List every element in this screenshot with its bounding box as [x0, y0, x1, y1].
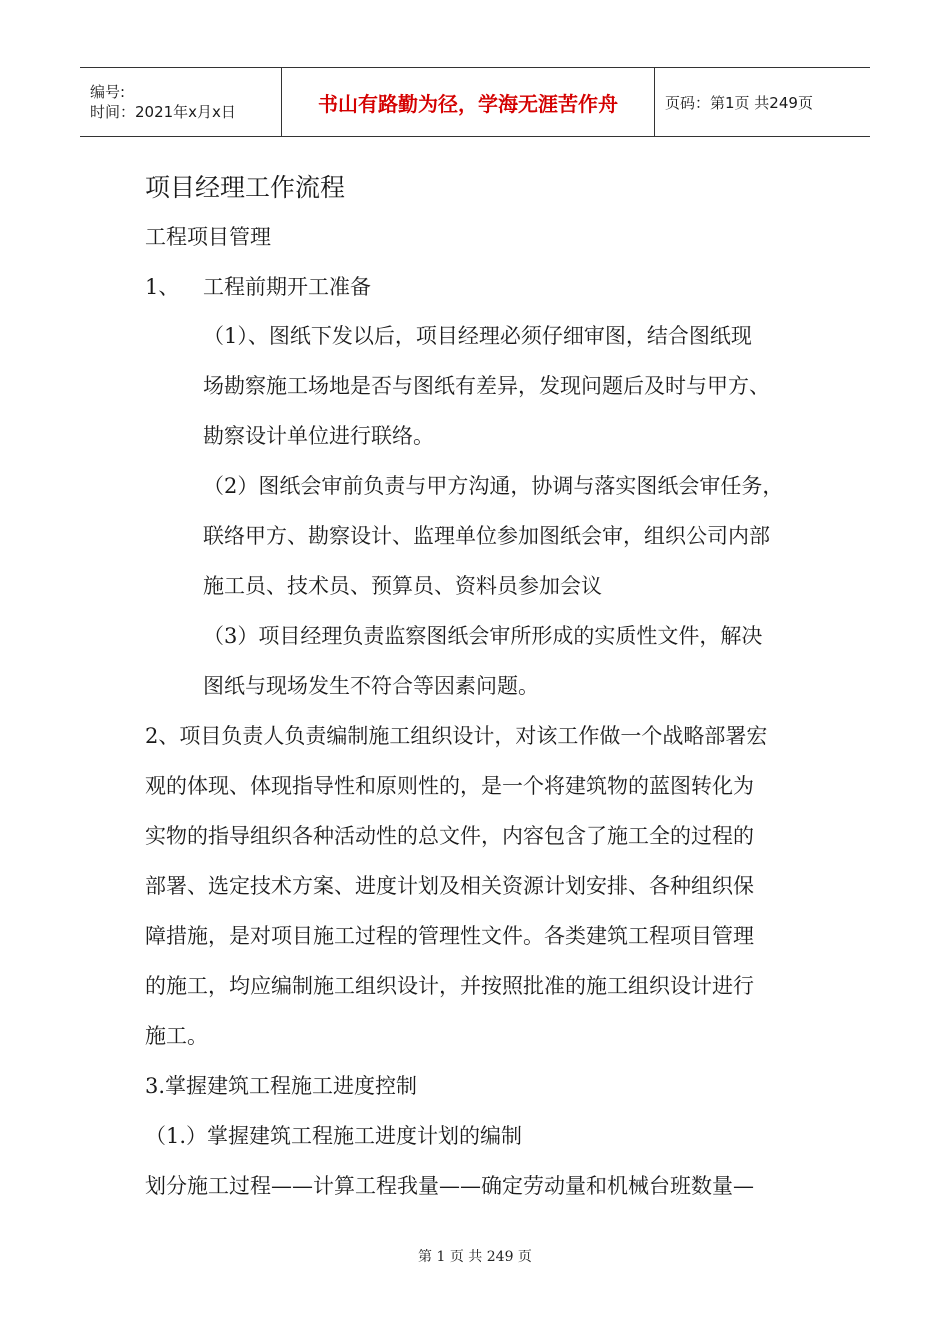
section-heading: 3.掌握建筑工程施工进度控制: [145, 1074, 418, 1098]
paragraph-line: 联络甲方、勘察设计、监理单位参加图纸会审，组织公司内部: [203, 524, 770, 548]
paragraph-line: 的施工，均应编制施工组织设计，并按照批准的施工组织设计进行: [145, 974, 754, 998]
subsection-heading: （1.）掌握建筑工程施工进度计划的编制: [145, 1124, 523, 1148]
paragraph-line: （1）、图纸下发以后，项目经理必须仔细审图，结合图纸现: [203, 324, 752, 348]
header-motto: 书山有路勤为径，学海无涯苦作舟: [282, 68, 655, 136]
paragraph-line: 划分施工过程——计算工程我量——确定劳动量和机械台班数量—: [145, 1174, 754, 1198]
document-date-label: 时间：2021年x月x日: [90, 103, 236, 121]
paragraph-line: 部署、选定技术方案、进度计划及相关资源计划安排、各种组织保: [145, 874, 754, 898]
item-number: 1、: [145, 275, 180, 299]
document-title: 项目经理工作流程: [145, 173, 346, 202]
section-heading: 工程项目管理: [145, 225, 271, 249]
paragraph-line: 图纸与现场发生不符合等因素问题。: [203, 674, 539, 698]
header-meta: [80, 68, 282, 136]
paragraph-line: 2、项目负责人负责编制施工组织设计，对该工作做一个战略部署宏: [145, 724, 768, 748]
paragraph-line: 障措施，是对项目施工过程的管理性文件。各类建筑工程项目管理: [145, 924, 754, 948]
page-header: [80, 67, 870, 137]
paragraph-line: 场勘察施工场地是否与图纸有差异，发现问题后及时与甲方、: [203, 374, 770, 398]
page-footer: 第 1 页 共 249 页: [418, 1249, 532, 1265]
paragraph-line: 施工员、技术员、预算员、资料员参加会议: [203, 574, 602, 598]
paragraph-line: 观的体现、体现指导性和原则性的，是一个将建筑物的蓝图转化为: [145, 774, 754, 798]
paragraph-line: （3）项目经理负责监察图纸会审所形成的实质性文件，解决: [203, 624, 763, 648]
header-page-number: 页码：第1页 共249页: [665, 93, 813, 112]
paragraph-line: 实物的指导组织各种活动性的总文件，内容包含了施工全的过程的: [145, 824, 754, 848]
document-number-label: 编号:: [90, 83, 126, 101]
paragraph-line: （2）图纸会审前负责与甲方沟通，协调与落实图纸会审任务，: [203, 474, 784, 498]
item-heading: 工程前期开工准备: [203, 275, 371, 299]
paragraph-line: 勘察设计单位进行联络。: [203, 424, 434, 448]
paragraph-line: 施工。: [145, 1024, 208, 1048]
